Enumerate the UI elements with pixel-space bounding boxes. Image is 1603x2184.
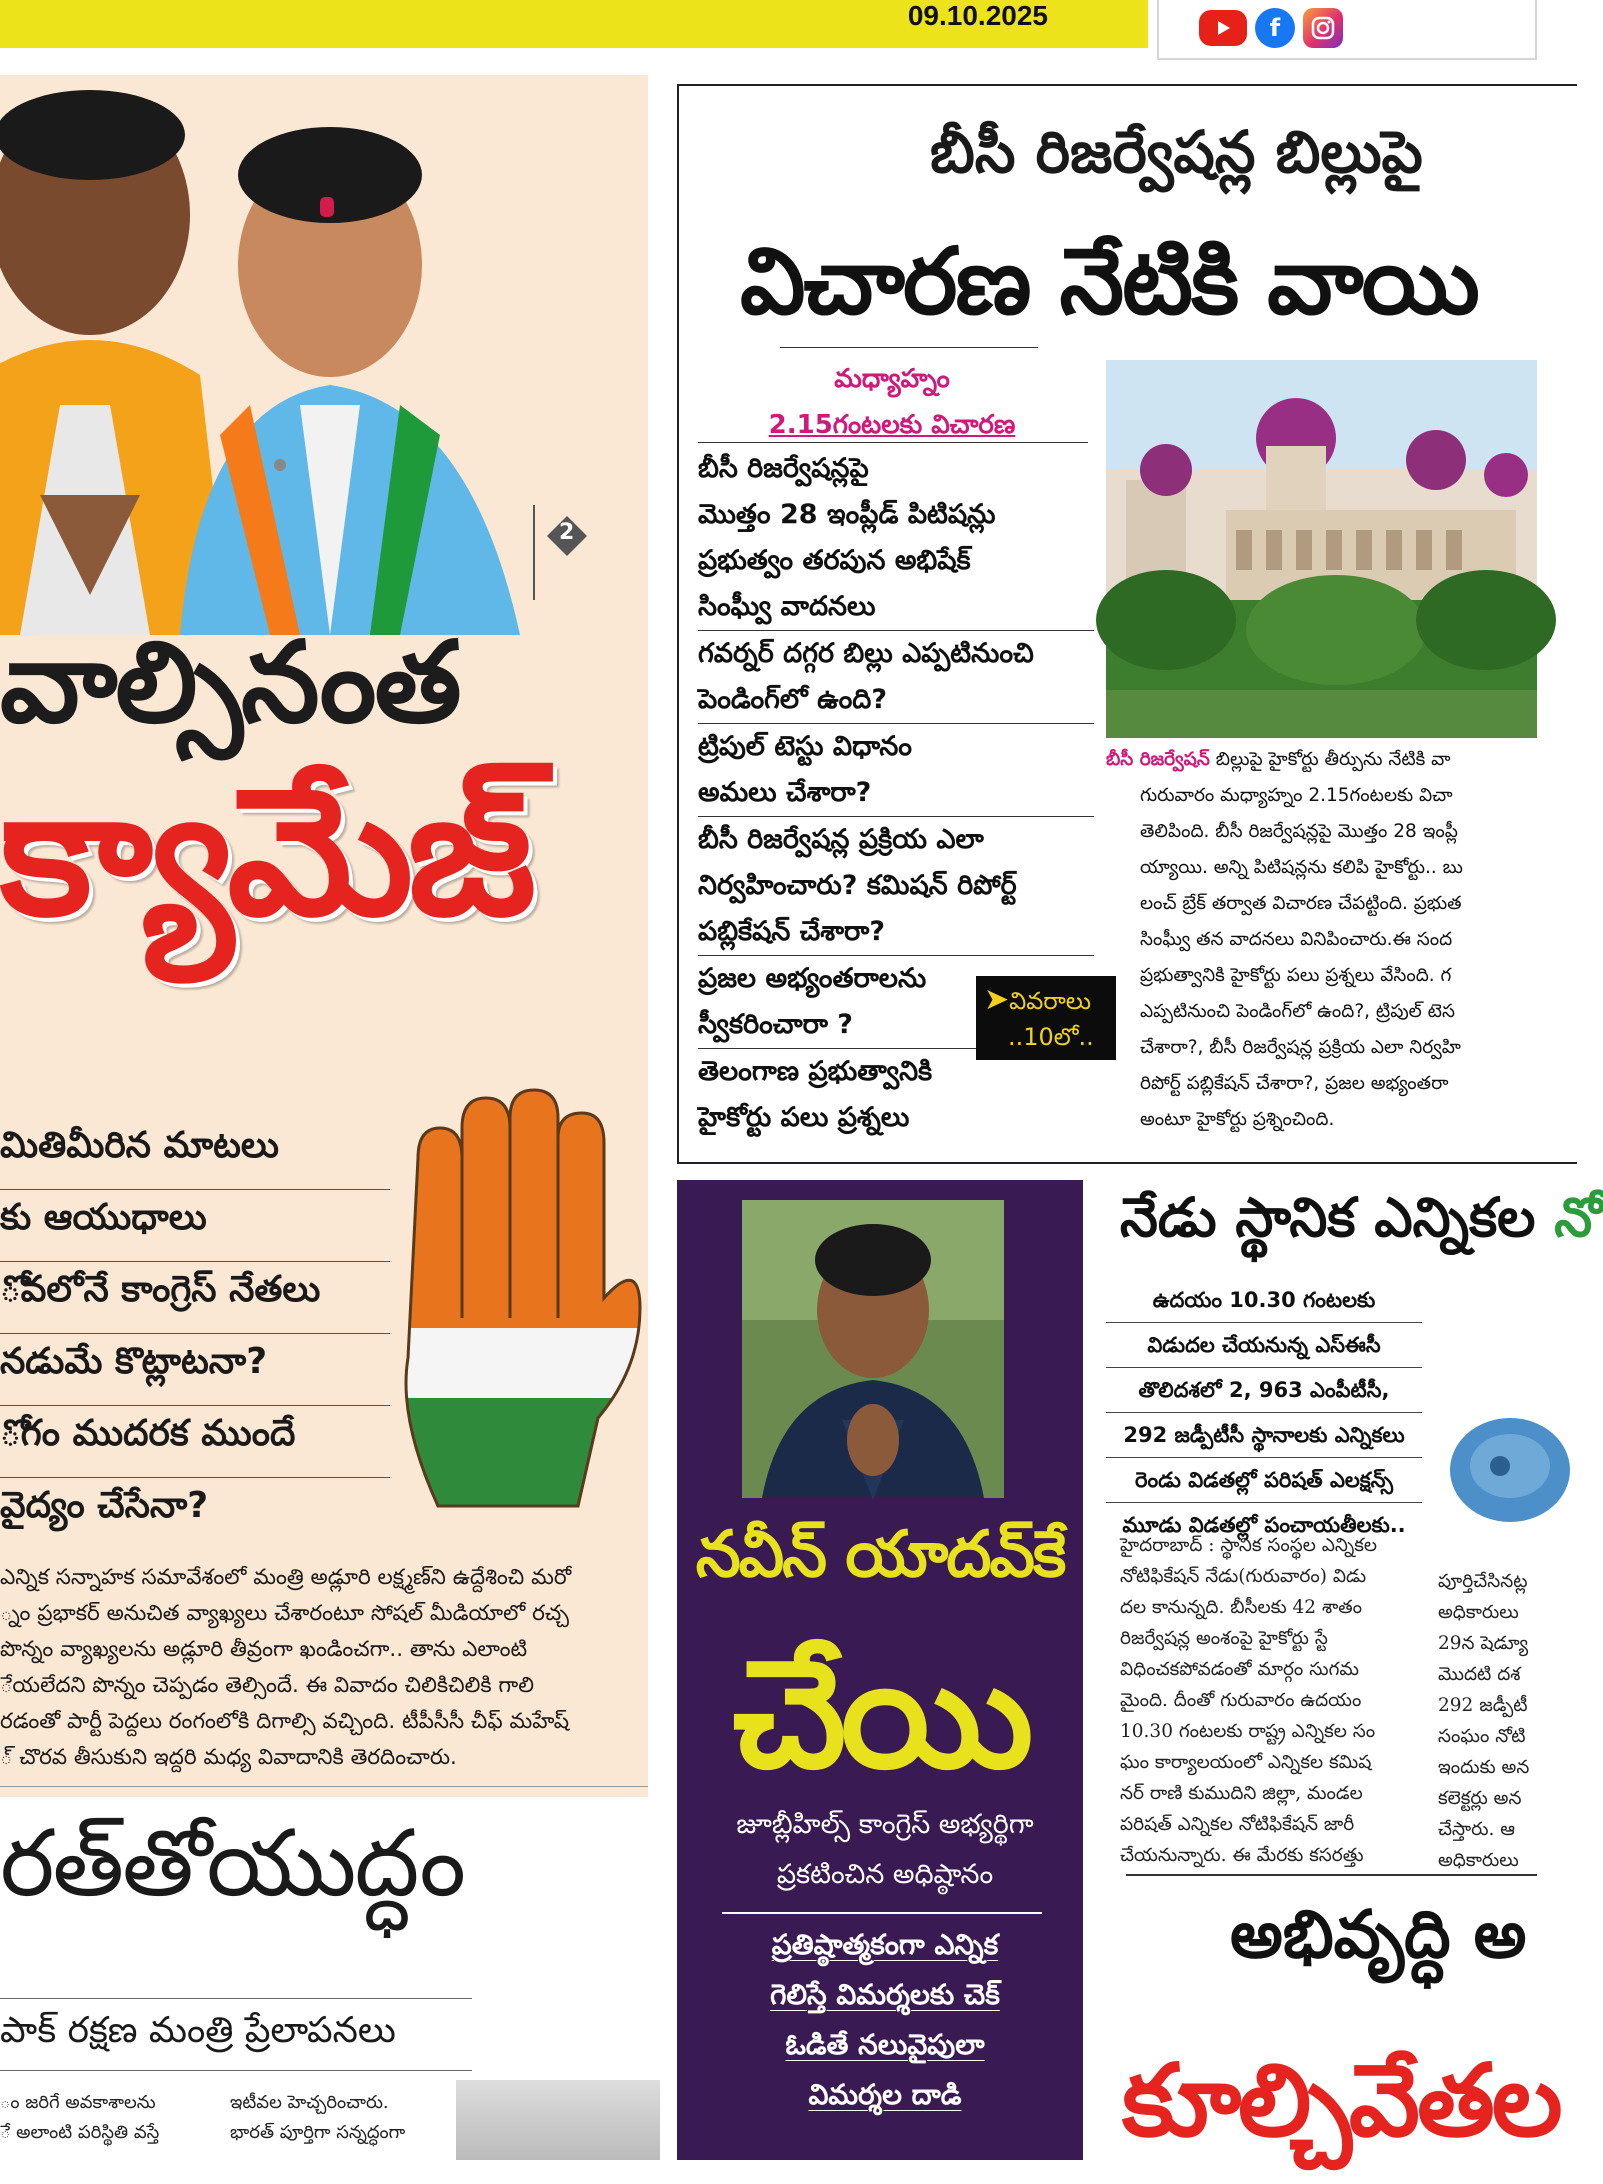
question-line: ప్రజల అభ్యంతరాలను (698, 963, 927, 994)
naveen-photo (742, 1200, 1004, 1498)
naveen-subhead: జూబ్లీహిల్స్ కాంగ్రెస్ అభ్యర్థిగా ప్రకటించిన అధిష్ఠానం (736, 1809, 1034, 1890)
subhead: కు ఆయుధాలు (0, 1190, 390, 1262)
question-line: ప్రభుత్వం తరపున అభిషేక్ (698, 545, 971, 576)
bc-caption: బీసీ రిజర్వేషన్ బిల్లుపై హైకోర్టు తీర్పును నేటికి వా గురువారం మధ్యాహ్నం 2.15గంటలకు విచా తెలిపింది. బీసీ రిజర్వేషన్లపై మొత్తం 28 ఇంప్లీ య్యాయి. అన్ని పిటిషన్లను కలిపి హైకోర్టు.. బు లంచ్ బ్రేక్ తర్వాత విచారణ చేపట్టింది. ప్రభుత సింఘ్వీ తన వాదనలు వినిపించారు.ఈ సంద ప్రభుత్వానికి హైకోర్టు పలు ప్రశ్నలు వేసింది. గ ఎప్పటినుంచి పెండింగ్‌లో ఉంది?, ట్రిపుల్ టెస చేశారా?, బీసీ రిజర్వేషన్ల ప్రక్రియ ఎలా నిర్వహి రిపోర్ట్ పబ్లికేషన్ చేశారా?, ప్రజల అభ్యంతరా అంటూ హైకోర్టు ప్రశ్నించింది. (1106, 749, 1463, 1130)
question-line: పబ్లికేషన్ చేశారా? (698, 909, 1094, 956)
ballot-stamp-image (1430, 1400, 1537, 1550)
arrow-icon: ➤ (984, 982, 1010, 1017)
left-subheads (0, 1118, 390, 1550)
naveen-points: ప్రతిష్ఠాత్మకంగా ఎన్నిక గెలిస్తే విమర్శలకు చెక్ ఓడితే నలువైపులా విమర్శల దాడి (770, 1928, 1000, 2111)
bharat-column-1: ం జరిగే అవకాశాలను ే అలాంటి పరిస్థితి వస్తే (0, 2092, 160, 2143)
divider-line (722, 1912, 1042, 1914)
youtube-icon[interactable] (1199, 10, 1247, 46)
question-line: మొత్తం 28 ఇంప్లీడ్ పిటిషన్లు (698, 499, 996, 530)
masthead-bar (0, 0, 1148, 48)
divider-line (780, 347, 1038, 348)
facebook-icon[interactable]: f (1255, 8, 1295, 48)
issue-date: 09.10.2025 (907, 0, 1048, 31)
congress-hand-logo (378, 1088, 646, 1506)
divider-line (0, 1786, 648, 1787)
development-headline-2: కూల్చివేతల (1122, 2042, 1560, 2159)
subhead: నడుమే కొట్లాటనా? (0, 1334, 390, 1406)
bharat-column-2: ఇటీవల హెచ్చరించారు. భారత్ పూర్తిగా సన్నద్ధంగా (230, 2092, 406, 2143)
development-headline: అభివృద్ధి అ (1230, 1896, 1527, 1973)
subhead: ోవలోనే కాంగ్రెస్ నేతలు (0, 1262, 390, 1334)
question-line: ట్రిపుల్ టెస్టు విధానం (698, 731, 912, 762)
subhead: ోగం ముదరక ముందే (0, 1406, 390, 1478)
divider-line (0, 1998, 472, 1999)
question-line: గవర్నర్ దగ్గర బిల్లు ఎప్పటినుంచి (698, 638, 1034, 669)
divider-line (1126, 1874, 1537, 1876)
cheyi-headline: చేయి (732, 1628, 1028, 1802)
bharat-subhead: పాక్ రక్షణ మంత్రి ప్రేలాపనలు (0, 2010, 396, 2051)
election-body-col2: పూర్తిచేసినట్ల అధికారులు 29న షెడ్యూ మొదటి దశ 292 జడ్పీటీ సంఘం నోటి ఇందుకు అన కలెక్టర్లు అన చేస్తారు. ఆ అధికారులు (1438, 1571, 1530, 1871)
question-line: సింఘ్వీ వాదనలు (698, 584, 1094, 631)
bc-headline-2: విచారణ నేటికి వాయి (740, 228, 1478, 335)
page-badge: 2 (545, 512, 589, 574)
left-headline-1: వాల్సినంత (0, 618, 460, 748)
bharat-headline: రత్‌తోయుద్ధం (0, 1810, 465, 1917)
question-line: బీసీ రిజర్వేషన్ల ప్రక్రియ ఎలా (698, 824, 984, 855)
question-line: బీసీ రిజర్వేషన్లపై (698, 453, 869, 484)
question-line: హైకోర్టు పలు ప్రశ్నలు (698, 1102, 910, 1133)
election-body: హైదరాబాద్ : స్థానిక సంస్థల ఎన్నికల నోటిఫికేషన్ నేడు(గురువారం) విడు దల కానున్నది. బీసీలకు 42 శాతం రిజర్వేషన్ల అంశంపై హైకోర్టు స్టే విధించకపోవడంతో మార్గం సుగమ మైంది. దీంతో గురువారం ఉదయం 10.30 గంటలకు రాష్ట్ర ఎన్నికల సం ఘం కార్యాలయంలో ఎన్నికల కమిష నర్ రాణి కుముదిని జిల్లా, మండల పరిషత్ ఎన్నికల నోటిఫికేషన్ జారీ చేయనున్నారు. ఈ మేరకు కసరత్తు (1120, 1535, 1377, 1866)
details-box[interactable]: ➤వివరాలు ..10లో.. (976, 976, 1116, 1060)
bharat-photo (456, 2080, 660, 2160)
question-line: అమలు చేశారా? (698, 770, 1094, 817)
bc-kicker: మధ్యాహ్నం 2.15గంటలకు విచారణ (768, 364, 1016, 440)
question-line: స్వీకరించారా ? (698, 1002, 1094, 1049)
subhead: మితిమీరిన మాటలు (0, 1118, 390, 1190)
social-links (1157, 0, 1537, 60)
question-line: నిర్వహించారు? కమిషన్ రిపోర్ట్ (698, 870, 1017, 901)
question-line: తెలంగాణ ప్రభుత్వానికి (698, 1056, 933, 1087)
divider-line (533, 505, 535, 600)
election-headline: నేడు స్థానిక ఎన్నికల నో (1120, 1186, 1603, 1249)
subhead: వైద్యం చేసేనా? (0, 1485, 209, 1526)
election-kicker: ఉదయం 10.30 గంటలకు విడుదల చేయనున్న ఎస్ఈసీ తొలిదశలో 2, 963 ఎంపీటీసీ, 292 జడ్పీటీసీ స్థానాలకు ఎన్నికలు రెండు విడతల్లో పరిషత్ ఎలక్షన్స్ మూడు విడతల్లో పంచాయతీలకు.. (1106, 1278, 1422, 1547)
high-court-photo (1106, 360, 1537, 738)
question-line: పెండింగ్‌లో ఉంది? (698, 677, 1094, 724)
divider-line (0, 2070, 472, 2071)
divider-line (698, 442, 1088, 443)
left-story-body: ఎన్నిక సన్నాహక సమావేశంలో మంత్రి అడ్లూరి లక్ష్మణ్‌ని ఉద్దేశించి మరో ్నం ప్రభాకర్ అనుచిత వ్యాఖ్యలు చేశారంటూ సోషల్ మీడియాలో రచ్చ పొన్నం వ్యాఖ్యలను అడ్లూరి తీవ్రంగా ఖండించగా.. తాను ఎలాంటి ేయలేదని పొన్నం చెప్పడం తెల్సిందే. ఈ వివాదం చిలికిచిలికి గాలి రడంతో పార్టీ పెద్దలు రంగంలోకి దిగాల్సి వచ్చింది. టీపీసీసీ చీఫ్ మహేష్ ్ చొరవ తీసుకుని ఇద్దరి మధ్య వివాదానికి తెరదించారు. (0, 1565, 572, 1770)
bc-headline-1: బీసీ రిజర్వేషన్ల బిల్లుపై (930, 118, 1423, 186)
instagram-icon[interactable] (1303, 8, 1343, 48)
naveen-name: నవీన్ యాదవ్‌కే (695, 1518, 1065, 1592)
left-headline-2: క్యామేజ్ (0, 750, 531, 955)
